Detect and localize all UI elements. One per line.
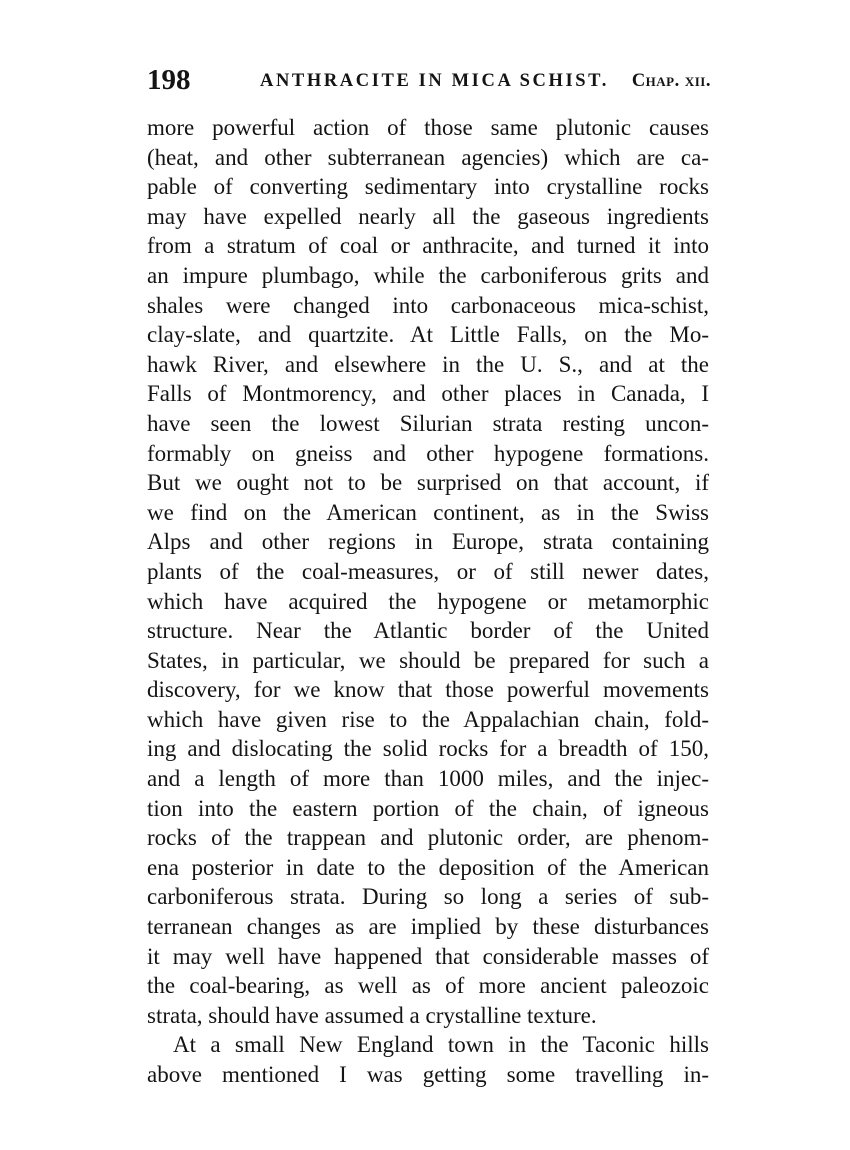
text-line: tion into the eastern portion of the chain, of igneous [147,795,709,821]
text-line: and a length of more than 1000 miles, and the injec- [147,766,709,792]
text-line: strata, should have assumed a crystalline texture. [147,1002,597,1028]
text-line: which have acquired the hypogene or metamorphic [147,588,709,614]
text-line: carboniferous strata. During so long a series of sub- [147,884,709,910]
text-line: Falls of Montmorency, and other places in Canada, I [147,381,709,407]
running-title: ANTHRACITE IN MICA SCHIST. [260,71,609,91]
text-line: the coal-bearing, as well as of more ancient paleozoic [147,973,709,999]
text-line: from a stratum of coal or anthracite, and turned it into [147,233,709,259]
body-text [147,113,709,1090]
text-line: which have given rise to the Appalachian chain, fold- [147,706,709,732]
text-line: discovery, for we know that those powerful movements [147,677,709,703]
text-line: terranean changes as are implied by these disturbances [147,914,709,940]
text-line: rocks of the trappean and plutonic order, are phenom- [147,825,709,851]
text-line: But we ought not to be surprised on that account, if [147,470,709,496]
text-line: clay-slate, and quartzite. At Little Falls, on the Mo- [147,322,709,348]
text-line: shales were changed into carbonaceous mica-schist, [147,292,709,318]
text-line: pable of converting sedimentary into crystalline rocks [147,174,709,200]
text-line: an impure plumbago, while the carboniferous grits and [147,262,709,288]
chapter-reference: Chap. xii. [631,71,711,91]
text-line: At a small New England town in the Taconic hills [173,1032,709,1058]
text-line: have seen the lowest Silurian strata resting uncon- [147,410,709,436]
text-line: hawk River, and elsewhere in the U. S., and at the [147,351,709,377]
text-line: Alps and other regions in Europe, strata containing [147,529,709,555]
text-line: States, in particular, we should be prepared for such a [147,647,709,673]
text-line: ing and dislocating the solid rocks for a breadth of 150, [147,736,709,762]
text-line: it may well have happened that considerable masses of [147,943,709,969]
page-number: 198 [147,64,191,96]
text-line: more powerful action of those same plutonic causes [147,115,709,140]
running-head [147,62,711,98]
text-line: above mentioned I was getting some travelling in- [147,1062,709,1087]
text-line: plants of the coal-measures, or of still newer dates, [147,558,709,584]
text-line: (heat, and other subterranean agencies) which are ca- [147,144,709,170]
text-line: may have expelled nearly all the gaseous ingredients [147,203,709,229]
text-line: structure. Near the Atlantic border of the United [147,618,709,644]
text-line: ena posterior in date to the deposition of the American [147,854,709,880]
text-line: formably on gneiss and other hypogene formations. [147,440,709,466]
text-line: we find on the American continent, as in the Swiss [147,499,709,525]
